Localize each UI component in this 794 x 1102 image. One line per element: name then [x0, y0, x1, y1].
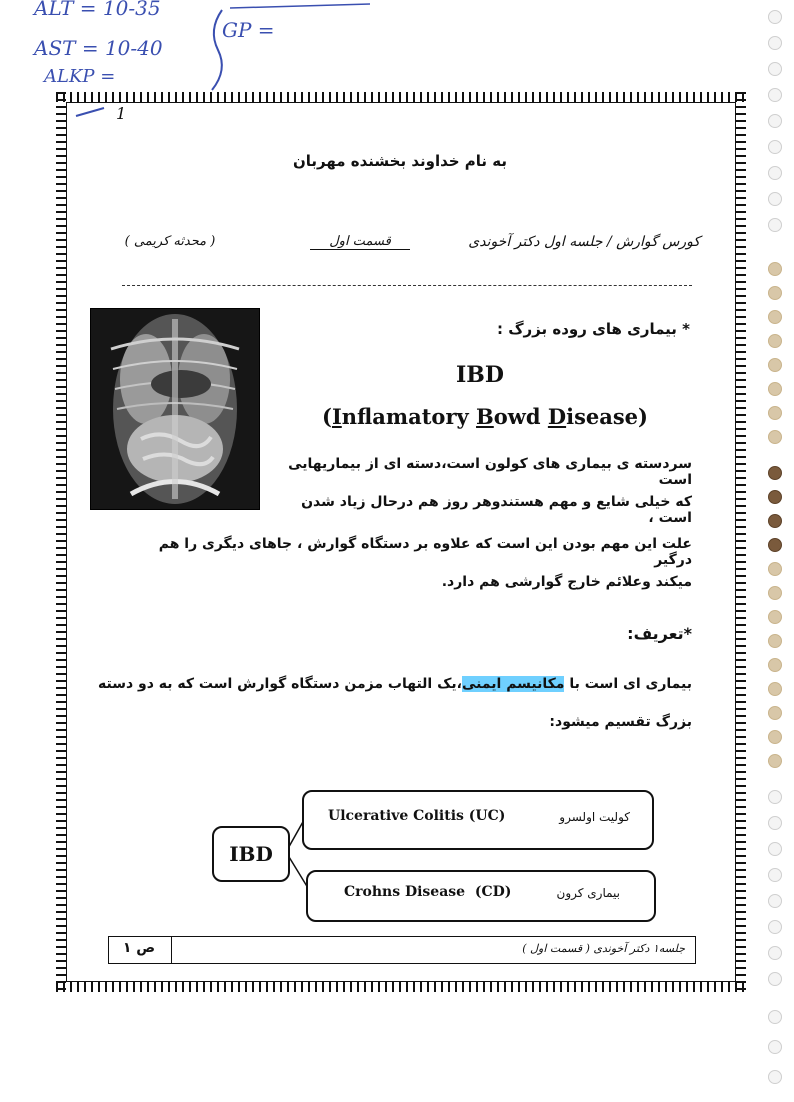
highlighted-term: مکانیسم ایمنی: [462, 676, 565, 692]
paragraph-line: سردسته ی بیماری های کولون است،دسته ای از بیماریهایی است: [288, 456, 692, 488]
binder-holes: [762, 0, 788, 1102]
page-footer: [108, 936, 696, 964]
handwritten-dash: [74, 104, 108, 120]
basmala: به نام خداوند بخشنده مهربان: [292, 152, 508, 170]
abdomen-xray-image: [90, 308, 260, 510]
handwritten-page-mark: 1: [116, 104, 127, 123]
diagram-cd-english: Crohns Disease (CD): [344, 884, 512, 900]
paragraph-line: علت این مهم بودن این است که علاوه بر دستگاه گوارش ، جاهای دیگری را هم درگیر: [158, 536, 692, 568]
diagram-uc-persian: کولیت اولسرو: [559, 810, 630, 824]
diagram-ibd-box: [212, 826, 290, 882]
handwritten-gp: GP =: [222, 18, 275, 42]
ibd-full-name: (Inflamatory Bowd Disease): [322, 404, 648, 429]
handwritten-brace: [200, 0, 380, 95]
section-heading-large-bowel: * بیماری های روده بزرگ :: [496, 320, 690, 338]
diagram-uc-box: [302, 790, 654, 850]
paragraph-line: که خیلی شایع و مهم هستندوهر روز هم درحال زیاد شدن است ،: [301, 494, 692, 526]
author-label: ( محدثه کریمی ): [124, 234, 216, 249]
diagram-cd-box: [306, 870, 656, 922]
footer-page-number: ص ۱: [122, 940, 156, 956]
section-heading-definition: *تعریف:: [627, 624, 692, 643]
diagram-ibd-label: IBD: [229, 842, 273, 866]
handwritten-ast: AST = 10-40: [34, 36, 163, 60]
ibd-abbreviation: IBD: [456, 362, 504, 388]
definition-line-1: بیماری ای است با مکانیسم ایمنی،یک التهاب مزمن دستگاه گوارش است که به دو دسته: [98, 676, 692, 692]
handwritten-alkp: ALKP =: [44, 66, 116, 87]
part-label: قسمت اول: [310, 234, 410, 250]
header-divider: [122, 285, 692, 286]
handwritten-alt: ALT = 10-35: [34, 0, 161, 20]
diagram-cd-persian: بیماری کرون: [556, 886, 620, 900]
course-title: کورس گوارش / جلسه اول دکتر آخوندی: [468, 234, 700, 250]
paragraph-line: میکند وعلائم خارج گوارشی هم دارد.: [441, 574, 692, 590]
definition-line-2: بزرگ تقسیم میشود:: [549, 714, 692, 730]
diagram-uc-english: Ulcerative Colitis (UC): [328, 808, 506, 824]
footer-session-label: جلسه۱ دکتر آخوندی ( قسمت اول ): [522, 942, 685, 955]
